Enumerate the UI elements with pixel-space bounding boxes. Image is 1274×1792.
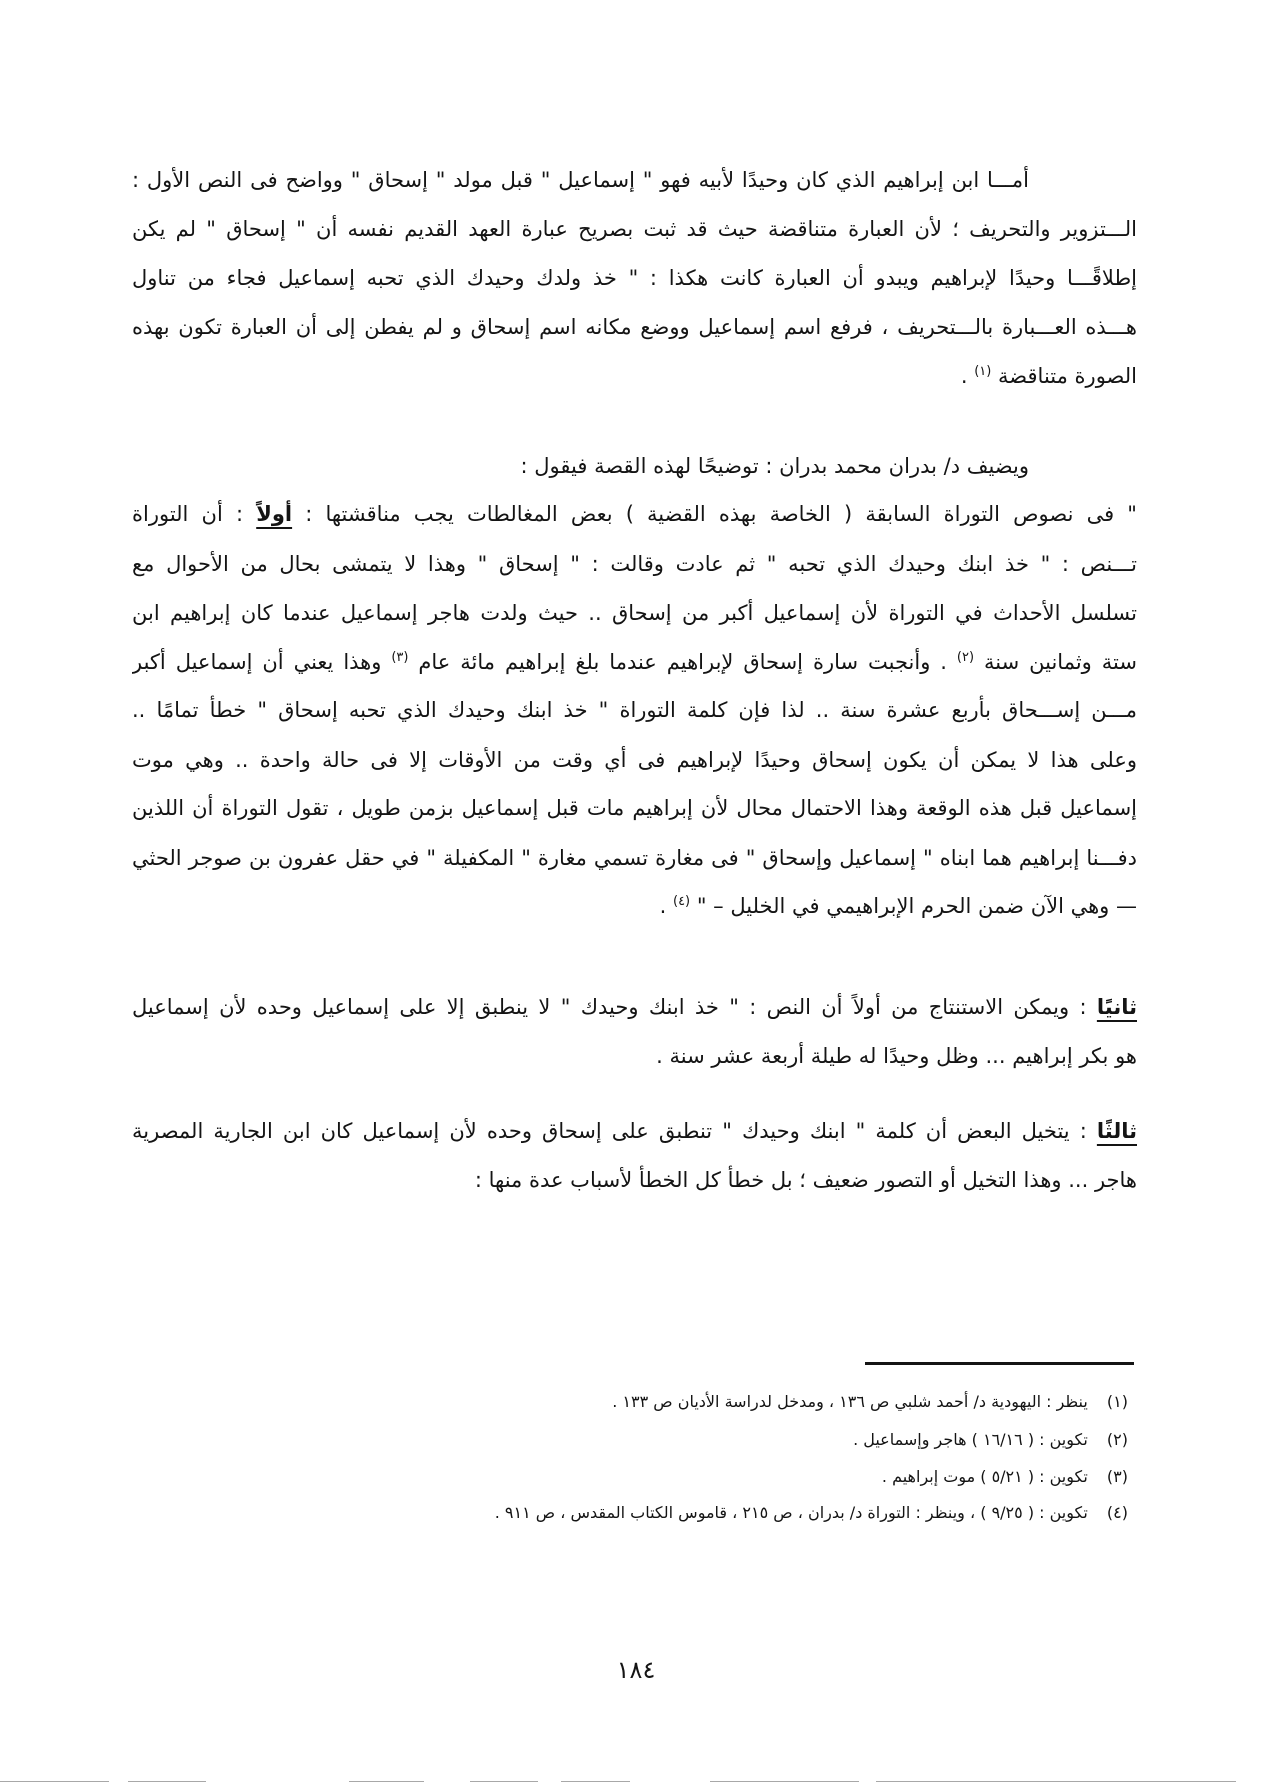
paragraph-3-line-1-rest: : أن التوراة xyxy=(132,502,244,526)
point-label-third: ثالثًا xyxy=(1096,1119,1137,1143)
paragraph-3-line-8: دفـــنا إبراهيم هما ابناه " إسماعيل وإسحاق " فى مغارة تسمي مغارة " المكفيلة " في حقل عفرون بن صوجر الحثي xyxy=(132,846,1137,870)
scan-artifact-line xyxy=(0,1781,109,1782)
scan-artifact-line xyxy=(710,1781,859,1782)
paragraph-3-line-1 xyxy=(132,492,1137,536)
footnote-1-text: ينظر : اليهودية د/ أحمد شلبي ص ١٣٦ ، ومدخل لدراسة الأديان ص ١٣٣ . xyxy=(612,1392,1088,1411)
paragraph-4-line-2: هو بكر إبراهيم ... وظل وحيدًا له طيلة أربعة عشر سنة . xyxy=(656,1044,1137,1068)
paragraph-5-line-1-rest: : يتخيل البعض أن كلمة " ابنك وحيدك " تنطبق على إسحاق وحده لأن إسماعيل كان ابن الجارية المصرية xyxy=(132,1119,1087,1143)
paragraph-3-line-2: تـــنص : " خذ ابنك وحيدك الذي تحبه " ثم عادت وقالت : " إسحاق " وهذا لا يتمشى بحال من الأحوال مع xyxy=(132,552,1137,576)
scan-artifact-line xyxy=(470,1781,538,1782)
footnote-ref-1: (١) xyxy=(974,364,992,379)
scan-artifact-line xyxy=(128,1781,206,1782)
paragraph-1-line-5-end: . xyxy=(960,364,968,388)
scan-artifact-line xyxy=(876,1781,1236,1782)
paragraph-1-line-5 xyxy=(132,354,1137,398)
paragraph-3-line-4-text-c: وهذا يعني أن إسماعيل أكبر xyxy=(132,650,382,674)
point-label-second: ثانيًا xyxy=(1096,995,1137,1019)
footnote-4 xyxy=(228,1497,1128,1529)
paragraph-5-line-1 xyxy=(132,1109,1137,1153)
scan-artifact-line xyxy=(561,1781,630,1782)
paragraph-3-line-3: تسلسل الأحداث في التوراة لأن إسماعيل أكبر من إسحاق .. حيث ولدت هاجر إسماعيل عندما كان إبراهيم ابن xyxy=(132,601,1137,625)
paragraph-3-line-5: مـــن إســـحاق بأربع عشرة سنة .. لذا فإن كلمة التوراة " خذ ابنك وحيدك الذي تحبه إسحاق " خطأ تمامًا .. xyxy=(132,698,1137,722)
paragraph-3-line-4-text-b: . وأنجبت سارة إسحاق لإبراهيم عندما بلغ إبراهيم مائة عام xyxy=(418,650,947,674)
page-number: ١٨٤ xyxy=(616,1656,656,1684)
paragraph-3-line-1-text: " فى نصوص التوراة السابقة ( الخاصة بهذه القضية ) بعض المغالطات يجب مناقشتها : xyxy=(305,502,1137,526)
footnote-4-number: (٤) xyxy=(1106,1503,1128,1522)
paragraph-1-line-4: هـــذه العـــبارة بالـــتحريف ، فرفع اسم إسماعيل ووضع مكانه اسم إسحاق و لم يفطن إلى أن العبارة تكون بهذه xyxy=(132,315,1137,339)
paragraph-3-line-4-text-a: ستة وثمانين سنة xyxy=(984,650,1137,674)
footnote-ref-4: (٤) xyxy=(672,894,691,909)
paragraph-3-line-9 xyxy=(132,884,1137,928)
footnote-ref-2: (٢) xyxy=(956,650,975,665)
paragraph-4-line-1-rest: : ويمكن الاستنتاج من أولاً أن النص : " خذ ابنك وحيدك " لا ينطبق إلا على إسماعيل وحده لأن إسماعيل xyxy=(132,995,1087,1019)
point-label-first: أولاً xyxy=(256,502,293,526)
footnote-3 xyxy=(228,1461,1128,1493)
footnote-4-text: تكوين : ( ٩/٢٥ ) ، وينظر : التوراة د/ بدران ، ص ٢١٥ ، قاموس الكتاب المقدس ، ص ٩١١ . xyxy=(494,1503,1088,1522)
paragraph-1-line-3: إطلاقًـــا وحيدًا لإبراهيم ويبدو أن العبارة كانت هكذا : " خذ ولدك وحيدك الذي تحبه إسماعيل فجاء من تناول xyxy=(132,266,1137,290)
paragraph-5-line-2: هاجر ... وهذا التخيل أو التصور ضعيف ؛ بل خطأ كل الخطأ لأسباب عدة منها : xyxy=(474,1168,1137,1192)
paragraph-4-line-1 xyxy=(132,985,1137,1029)
paragraph-2-line-1: ويضيف د/ بدران محمد بدران : توضيحًا لهذه القصة فيقول : xyxy=(520,454,1029,478)
footnote-1-number: (١) xyxy=(1106,1392,1128,1411)
paragraph-1-line-5-text: الصورة متناقضة xyxy=(998,364,1137,388)
footnote-2 xyxy=(228,1424,1128,1456)
paragraph-3-line-7: إسماعيل قبل هذه الوقعة وهذا الاحتمال محال لأن إبراهيم مات قبل إسماعيل بزمن طويل ، تقول التوراة أن اللذين xyxy=(132,796,1137,820)
footnote-ref-3: (٣) xyxy=(391,650,409,665)
footnote-1 xyxy=(228,1386,1128,1418)
footnote-2-text: تكوين : ( ١٦/١٦ ) هاجر وإسماعيل . xyxy=(853,1430,1088,1449)
paragraph-3-line-9-text: — وهي الآن ضمن الحرم الإبراهيمي في الخليل – " xyxy=(696,894,1137,918)
paragraph-3-line-6: وعلى هذا لا يمكن أن يكون إسحاق وحيدًا لإبراهيم فى أي وقت من الأوقات إلا فى حالة واحدة .. وهي موت xyxy=(132,748,1137,772)
paragraph-1-line-1: أمـــا ابن إبراهيم الذي كان وحيدًا لأبيه فهو " إسماعيل " قبل مولد " إسحاق " وواضح فى النص الأول : xyxy=(132,168,1029,192)
paragraph-3-line-9-end: . xyxy=(659,894,667,918)
paragraph-1-line-2: الـــتزوير والتحريف ؛ لأن العبارة متناقضة حيث قد ثبت بصريح عبارة العهد القديم نفسه أن " إسحاق " لم يكن xyxy=(132,217,1137,241)
footnote-separator xyxy=(865,1362,1134,1365)
footnote-2-number: (٢) xyxy=(1106,1430,1128,1449)
footnote-3-text: تكوين : ( ٥/٢١ ) موت إبراهيم . xyxy=(881,1467,1088,1486)
footnote-3-number: (٣) xyxy=(1106,1467,1128,1486)
paragraph-3-line-4 xyxy=(132,640,1137,684)
scan-artifact-line xyxy=(349,1781,424,1782)
